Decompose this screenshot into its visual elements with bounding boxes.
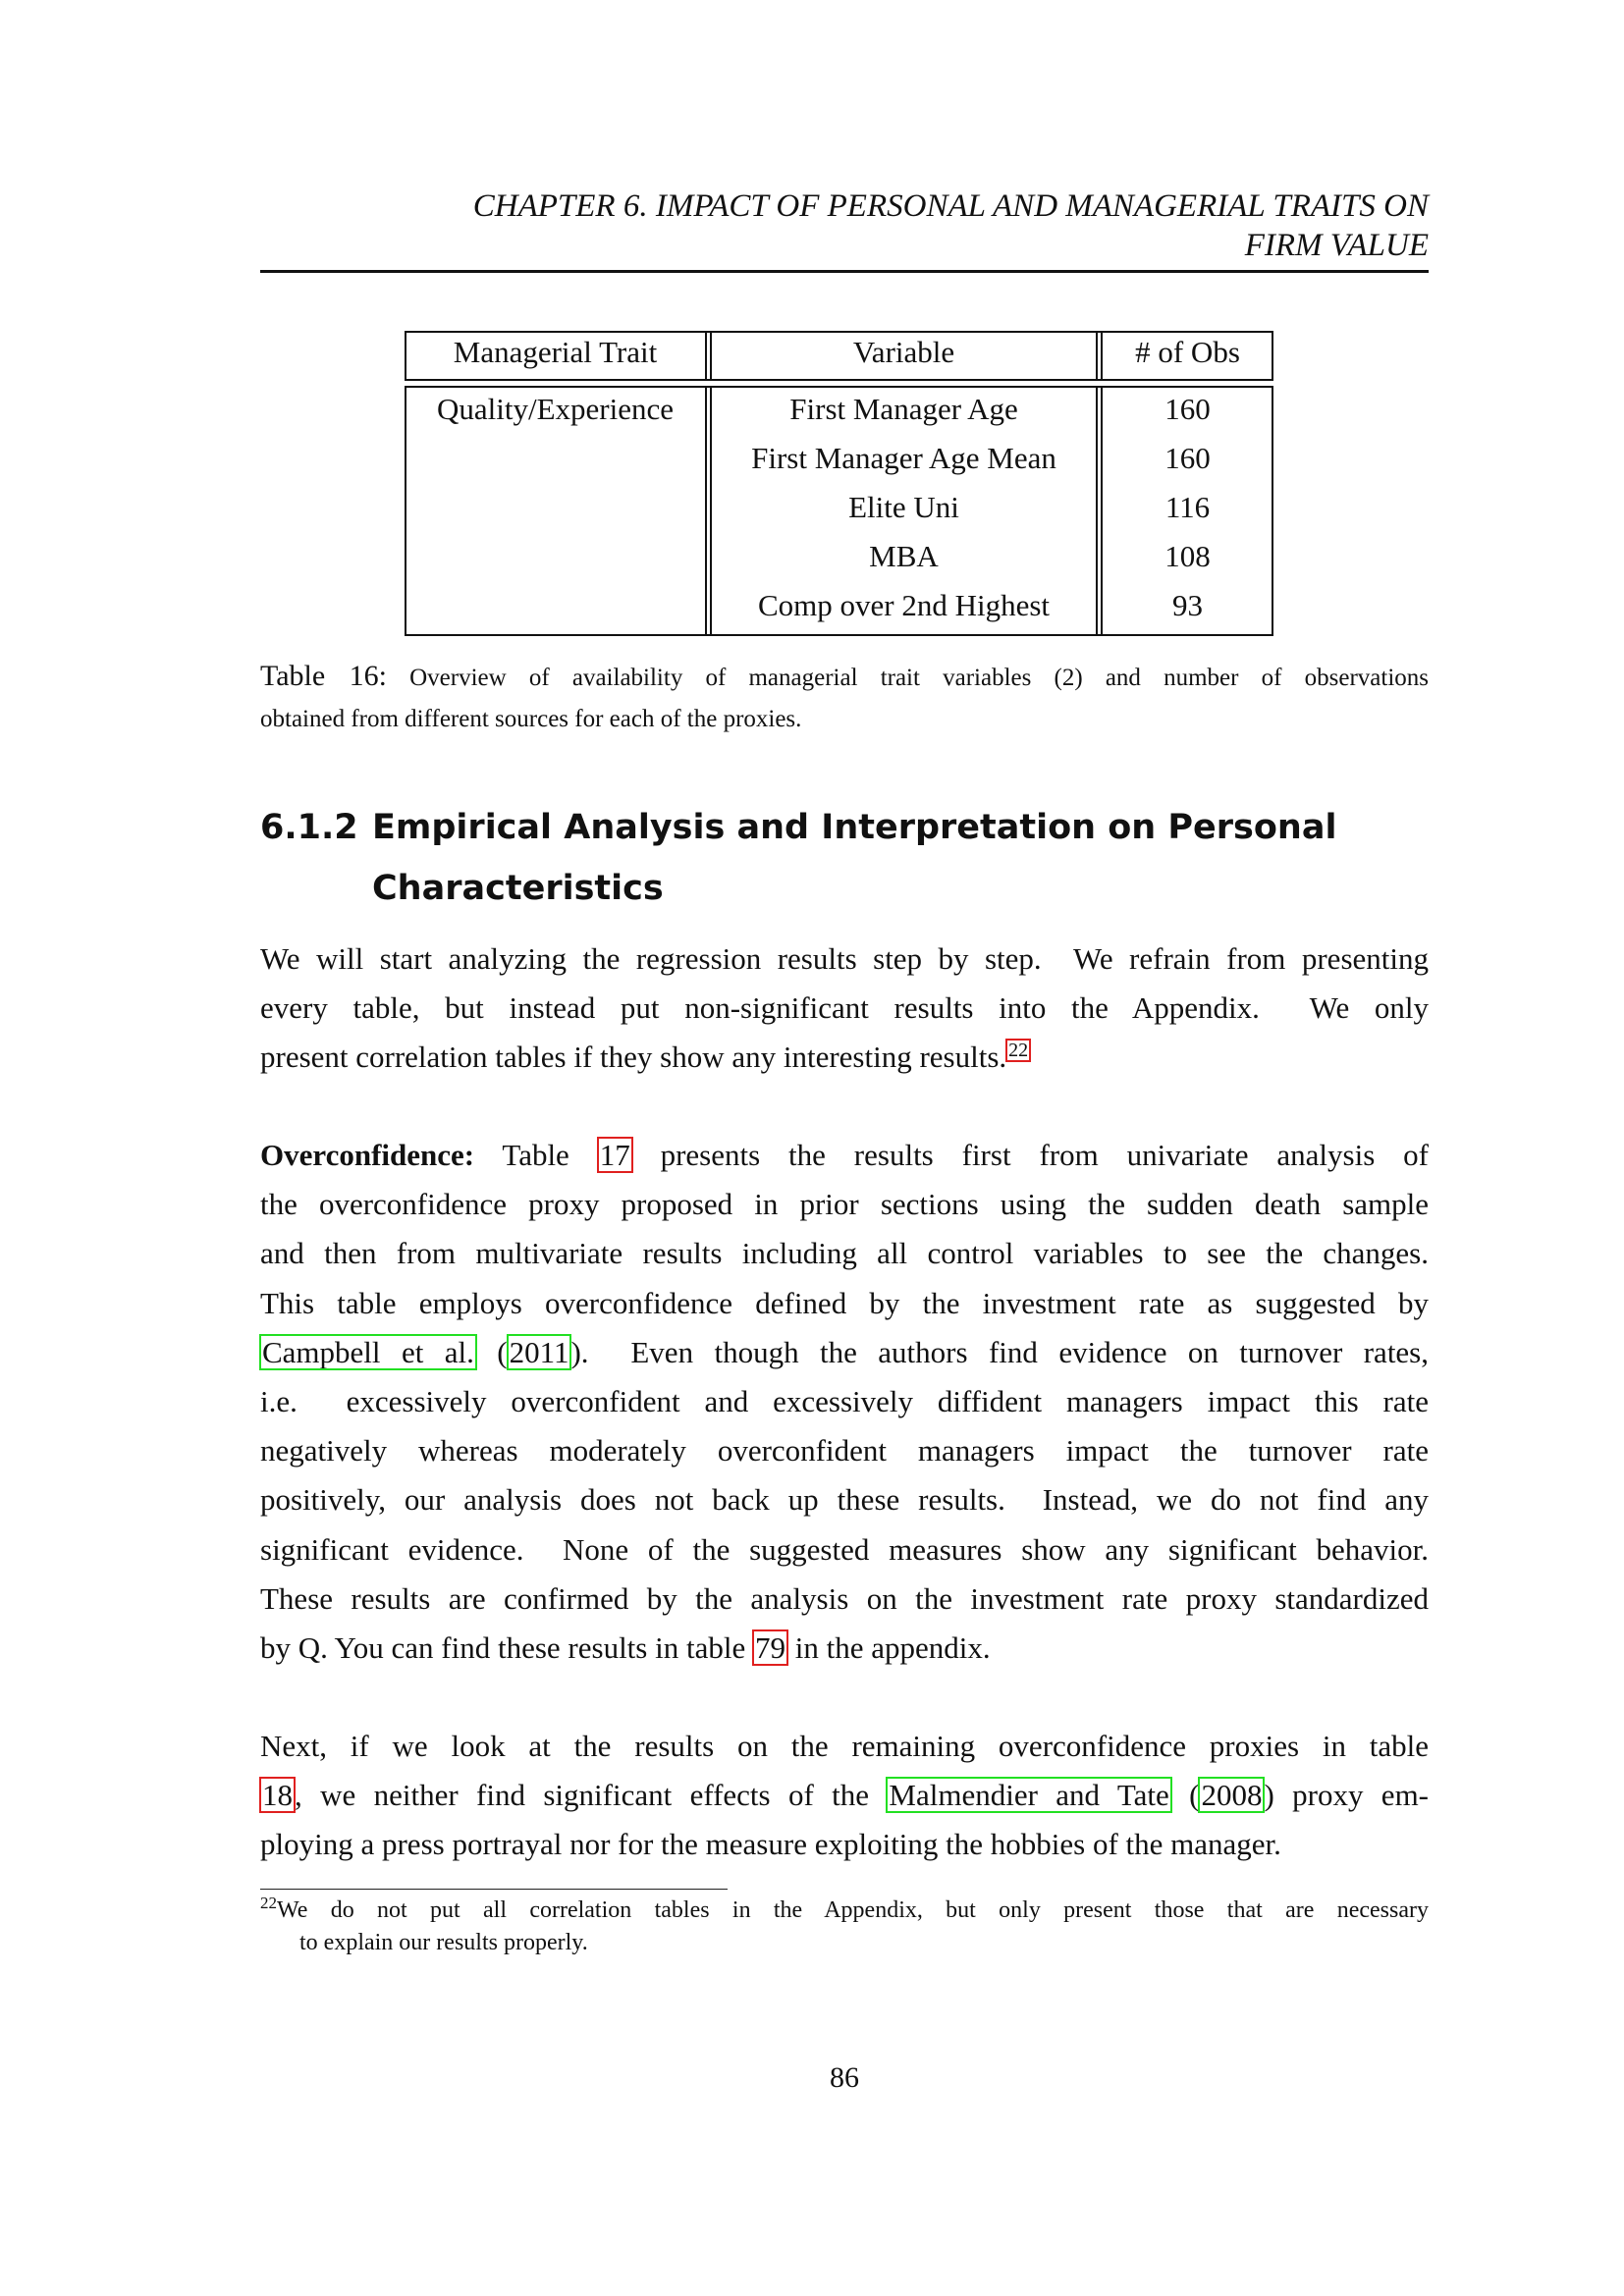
cross-reference-link[interactable]: 22 bbox=[1008, 1040, 1029, 1062]
citation-link[interactable]: 2008 bbox=[1201, 1778, 1263, 1813]
paragraph-lead: Overconfidence: bbox=[260, 1138, 475, 1172]
header-obs: # of Obs bbox=[1135, 335, 1240, 369]
text-run: ploying a press portrayal nor for the measure exploiting the hobbies of the manager. bbox=[260, 1827, 1281, 1862]
text-line bbox=[260, 1131, 1429, 1180]
text-line bbox=[260, 1328, 1429, 1377]
text-run: presents the results first from univariate analysis of bbox=[631, 1138, 1429, 1172]
text-line bbox=[260, 1426, 1429, 1475]
text-run: the overconfidence proxy proposed in prior sections using the sudden death sample bbox=[260, 1187, 1429, 1222]
paragraph-next bbox=[260, 1722, 1429, 1870]
text-run: ( bbox=[475, 1334, 508, 1369]
obs-cell: 160 bbox=[1164, 392, 1211, 426]
text-line bbox=[260, 1820, 1429, 1869]
table-caption bbox=[260, 656, 1429, 740]
obs-cell: 108 bbox=[1164, 539, 1211, 573]
citation-link[interactable]: 2011 bbox=[509, 1334, 569, 1369]
variable-cell: First Manager Age bbox=[789, 392, 1018, 426]
variable-cell: Elite Uni bbox=[848, 490, 959, 524]
text-run: negatively whereas moderately overconfident managers impact the turnover rate bbox=[260, 1433, 1429, 1468]
text-line bbox=[260, 1575, 1429, 1624]
cross-reference-link[interactable]: 17 bbox=[599, 1138, 630, 1172]
citation-link[interactable]: Malmendier and Tate bbox=[889, 1778, 1169, 1813]
running-header bbox=[260, 187, 1429, 265]
text-run: by Q. You can find these results in table bbox=[260, 1630, 753, 1666]
text-run: significant evidence. None of the suggested measures show any significant behavior. bbox=[260, 1531, 1429, 1567]
text-run: i.e. excessively overconfident and excessively diffident managers impact this rate bbox=[260, 1384, 1429, 1419]
text-run: and then from multivariate results including all control variables to see the changes. bbox=[260, 1236, 1429, 1271]
text-line bbox=[260, 1180, 1429, 1229]
footnote-mark: 22 bbox=[260, 1894, 277, 1912]
running-header-line2: FIRM VALUE bbox=[1244, 228, 1429, 263]
caption-text-2: obtained from different sources for each of the proxies. bbox=[260, 706, 802, 732]
obs-cell: 116 bbox=[1164, 490, 1211, 524]
obs-table bbox=[405, 331, 1273, 636]
obs-cell: 160 bbox=[1164, 441, 1211, 475]
text-run: every table, but instead put non-significant results into the Appendix. We only bbox=[260, 990, 1429, 1026]
page-number: 86 bbox=[830, 2061, 859, 2094]
text-run: ). Even though the authors find evidence on turnover rates, bbox=[570, 1334, 1430, 1369]
text-run: , we neither find significant effects of the bbox=[295, 1778, 888, 1813]
text-run: Next, if we look at the results on the remaining overconfidence proxies in table bbox=[260, 1729, 1429, 1763]
text-run: ) proxy em- bbox=[1264, 1778, 1430, 1813]
text-line bbox=[260, 1033, 1429, 1082]
text-run: Table bbox=[474, 1138, 598, 1172]
footnote bbox=[260, 1895, 1429, 1959]
text-run: This table employs overconfidence defined by the investment rate as suggested by bbox=[260, 1285, 1429, 1320]
header-managerial-trait: Managerial Trait bbox=[453, 335, 658, 369]
text-line bbox=[260, 1229, 1429, 1278]
text-line bbox=[260, 1377, 1429, 1426]
section-heading bbox=[260, 797, 1336, 919]
cross-reference-link[interactable]: 18 bbox=[262, 1778, 293, 1813]
text-run: We will start analyzing the regression results step by step. We refrain from presenting bbox=[260, 941, 1429, 976]
obs-cell: 93 bbox=[1172, 588, 1203, 622]
text-line bbox=[260, 1771, 1429, 1820]
footnote-text-1: We do not put all correlation tables in the Appendix, but only present those that are necessary bbox=[277, 1897, 1429, 1923]
cross-reference-link[interactable]: 79 bbox=[754, 1630, 785, 1666]
text-line bbox=[260, 984, 1429, 1033]
caption-label: Table 16: bbox=[260, 660, 387, 692]
text-line bbox=[260, 1279, 1429, 1328]
section-number: 6.1.2 bbox=[260, 808, 358, 847]
text-run: ( bbox=[1170, 1778, 1200, 1813]
footnote-rule bbox=[260, 1889, 728, 1890]
text-run: These results are confirmed by the analysis on the investment rate proxy standardized bbox=[260, 1580, 1429, 1616]
header-variable: Variable bbox=[852, 335, 955, 369]
paragraph-intro bbox=[260, 934, 1429, 1083]
text-line bbox=[260, 934, 1429, 984]
running-header-line1: CHAPTER 6. IMPACT OF PERSONAL AND MANAGERIAL TRAITS ON bbox=[472, 188, 1429, 224]
text-line bbox=[260, 1525, 1429, 1575]
text-line bbox=[260, 1475, 1429, 1524]
variable-cell: First Manager Age Mean bbox=[751, 441, 1056, 475]
text-run: positively, our analysis does not back up these results. Instead, we do not find any bbox=[260, 1482, 1429, 1518]
header-rule bbox=[260, 270, 1429, 273]
citation-link[interactable]: Campbell et al. bbox=[262, 1334, 474, 1369]
variable-cell: Comp over 2nd Highest bbox=[757, 588, 1051, 622]
variable-cell: MBA bbox=[869, 539, 939, 573]
text-run: present correlation tables if they show any interesting results. bbox=[260, 1040, 1007, 1075]
section-title-1: Empirical Analysis and Interpretation on Personal bbox=[372, 808, 1337, 847]
text-line bbox=[260, 1624, 1429, 1673]
paragraph-overconfidence bbox=[260, 1131, 1429, 1673]
footnote-text-2: to explain our results properly. bbox=[299, 1930, 588, 1955]
caption-text-1: Overview of availability of managerial trait variables (2) and number of observations bbox=[409, 665, 1429, 691]
section-title-2: Characteristics bbox=[372, 869, 664, 908]
trait-cell: Quality/Experience bbox=[436, 392, 674, 426]
text-line bbox=[260, 1722, 1429, 1771]
text-run: in the appendix. bbox=[786, 1630, 991, 1666]
